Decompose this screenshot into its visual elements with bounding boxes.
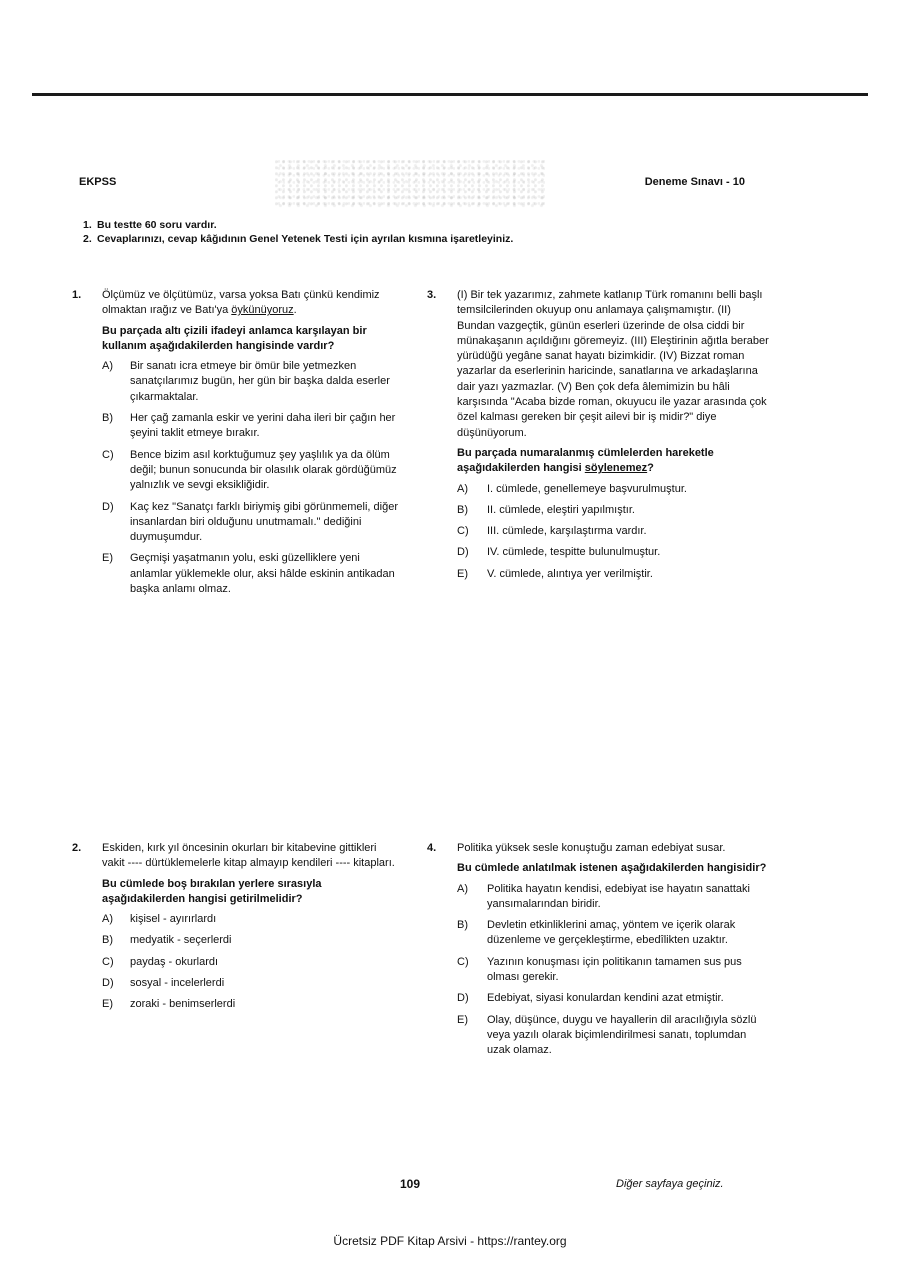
exam-title: Deneme Sınavı - 10	[644, 176, 745, 188]
option-a[interactable]: A) Politika hayatın kendisi, edebiyat ise hayatın sanattaki yansımalarından biridir.	[457, 882, 750, 910]
page-number: 109	[400, 1177, 421, 1191]
option-e[interactable]: E) V. cümlede, alıntıya yer verilmiştir.	[457, 567, 653, 580]
question-stem: Ölçümüz ve ölçütümüz, varsa yoksa Batı çünkü kendimiz olmaktan ırağız ve Batı'ya öykünüyoruz.	[102, 289, 380, 317]
question-prompt: Bu parçada numaralanmış cümlelerden hareketle aşağıdakilerden hangisi söylenemez?	[457, 446, 714, 475]
question-number: 2.	[72, 842, 82, 854]
option-d[interactable]: D) sosyal - incelerlerdi	[102, 977, 225, 990]
question-number: 3.	[427, 289, 437, 301]
instruction-item: 1. Bu testte 60 soru vardır.	[83, 219, 217, 231]
option-b[interactable]: B) medyatik - seçerlerdi	[102, 934, 232, 947]
option-c[interactable]: C) Yazının konuşması için politikanın tamamen sus pus olması gerekir.	[457, 955, 742, 984]
option-c[interactable]: C) III. cümlede, karşılaştırma vardır.	[457, 525, 647, 538]
question-prompt: Bu cümlede boş bırakılan yerlere sırasıyla aşağıdakilerden hangisi getirilmelidir?	[102, 877, 322, 905]
option-a[interactable]: A) I. cümlede, genellemeye başvurulmuştur.	[457, 482, 687, 495]
option-e[interactable]: E) Geçmişi yaşatmanın yolu, eski güzelliklere yeni anlamlar yüklemekle olur, aksi hâlde eskinin antikadan başka anlamı olmaz.	[102, 552, 395, 596]
option-c[interactable]: C) paydaş - okurlardı	[102, 955, 219, 968]
option-e[interactable]: E) Olay, düşünce, duygu ve hayallerin dil aracılığıyla sözlü veya yazılı olarak biçimlendirilmesi sanatı, toplumdan uzak olamaz.	[457, 1013, 757, 1057]
question-2	[72, 841, 402, 1019]
question-prompt: Bu parçada altı çizili ifadeyi anlamca karşılayan bir kullanım aşağıdakilerden hangisinde vardır?	[102, 324, 367, 352]
option-b[interactable]: B) Her çağ zamanla eskir ve yerini daha ileri bir çağın her şeyini taklit etmeye bırakır.	[102, 412, 396, 440]
question-stem: Politika yüksek sesle konuştuğu zaman edebiyat susar.	[457, 842, 726, 854]
instructions-list	[83, 218, 513, 246]
option-c[interactable]: C) Bence bizim asıl korktuğumuz şey yaşlılık ya da ölüm değil; bunun sonucunda bir olasılık olarak gördüğümüz yalnızlık ve sevgi eksikliğidir.	[102, 448, 397, 492]
instruction-item: 2. Cevaplarınızı, cevap kâğıdının Genel Yetenek Testi için ayrılan kısmına işaretleyiniz.	[83, 233, 514, 245]
question-stem: Eskiden, kırk yıl öncesinin okurları bir kitabevine gittikleri vakit ---- dürtüklemelerle kitap almayıp kendileri ---- kitapları.	[102, 842, 395, 870]
option-b[interactable]: B) II. cümlede, eleştiri yapılmıştır.	[457, 503, 635, 516]
underlined-word: söylenemez	[584, 462, 648, 475]
scan-noise	[275, 160, 547, 208]
next-page-note: Diğer sayfaya geçiniz.	[616, 1178, 724, 1190]
option-d[interactable]: D) Kaç kez "Sanatçı farklı biriymiş gibi görünmemeli, diğer insanlardan biri olduğunu unutmamalı." dediğini duymuşumdur.	[102, 500, 399, 544]
top-rule	[32, 93, 868, 96]
question-3	[427, 288, 769, 588]
question-number: 1.	[72, 289, 82, 301]
exam-name: EKPSS	[79, 176, 117, 188]
question-1	[72, 288, 402, 603]
question-stem: (I) Bir tek yazarımız, zahmete katlanıp Türk romanını belli başlı temsilcilerinden okuyup onu anlamaya çalışmamıştır. (II) Bundan vazgeçtik, günün eserleri üzerinde de olsa ciddi bir münakaşanın açıldığını göremeyiz. (III) Eleştirinin ağıtla beraber yürüdüğü yegâne sanat hayatı bizimkidir. (IV) Bizzat roman yazarlar da eserlerinin haricinde, sanatlarına ve arkadaşlarına dair yazı yazmazlar. (V) Ben çok defa âlemimizin bu hâli karşısında "Acaba bizde roman, okuyucu ile yazar arasında çok özel kalması gereken bir çeşit ailevi bir iş midir?" diye düşünüyorum.	[457, 289, 769, 439]
option-b[interactable]: B) Devletin etkinliklerini amaç, yöntem ve içerik olarak düzenleme ve gerçekleştirme, ebedîlikten uzaktır.	[457, 919, 736, 947]
option-d[interactable]: D) Edebiyat, siyasi konulardan kendini azat etmiştir.	[457, 992, 724, 1005]
footer-text: Ücretsiz PDF Kitap Arsivi - https://rantey.org	[333, 1234, 567, 1248]
question-number: 4.	[427, 842, 437, 854]
option-e[interactable]: E) zoraki - benimserlerdi	[102, 998, 236, 1011]
question-4	[427, 841, 769, 1065]
option-a[interactable]: A) kişisel - ayırırlardı	[102, 913, 217, 926]
underlined-word: öykünüyoruz	[231, 304, 294, 317]
question-prompt: Bu cümlede anlatılmak istenen aşağıdakilerden hangisidir?	[457, 862, 767, 875]
option-d[interactable]: D) IV. cümlede, tespitte bulunulmuştur.	[457, 546, 661, 559]
option-a[interactable]: A) Bir sanatı icra etmeye bir ömür bile yetmezken sanatçılarımız bugün, her gün bir başka dalda eserler çıkarmaktalar.	[102, 360, 390, 403]
